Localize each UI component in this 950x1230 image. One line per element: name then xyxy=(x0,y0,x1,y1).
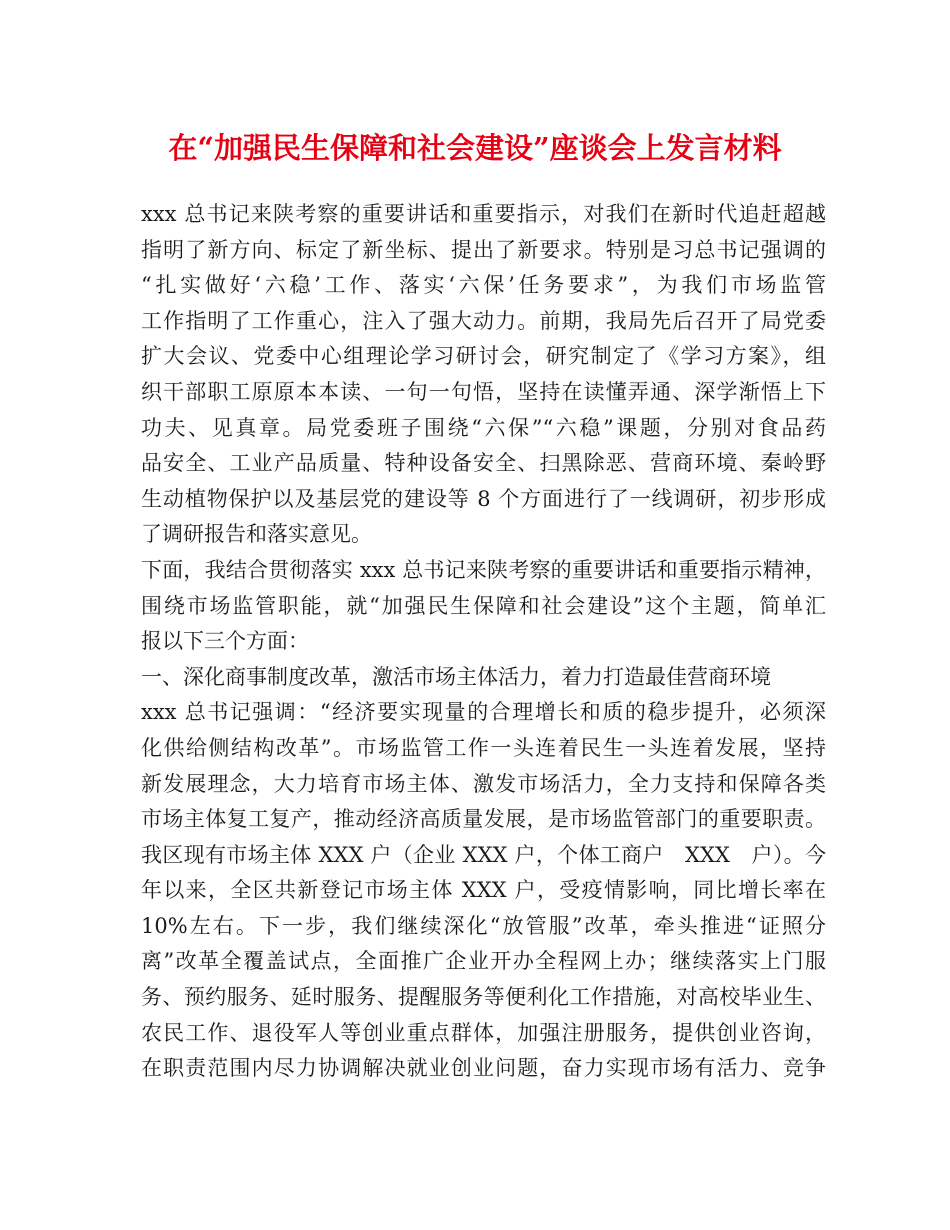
paragraph-line: 农民工作、退役军人等创业重点群体，加强注册服务，提供创业咨询， xyxy=(141,1020,826,1045)
paragraph-line: 报以下三个方面： xyxy=(141,629,309,654)
section-heading: 一、深化商事制度改革，激活市场主体活力，着力打造最佳营商环境 xyxy=(141,664,771,689)
paragraph-line: 我区现有市场主体 XXX 户（企业 XXX 户，个体工商户 XXX 户）。今 xyxy=(141,842,826,867)
paragraph-line: 了调研报告和落实意见。 xyxy=(141,522,372,547)
paragraph-line: 10%左右。下一步，我们继续深化“放管服”改革，牵头推进“证照分 xyxy=(141,913,826,938)
paragraph-line: 功夫、见真章。局党委班子围绕“六保”“六稳”课题，分别对食品药 xyxy=(141,415,826,440)
paragraph-line: 在职责范围内尽力协调解决就业创业问题，奋力实现市场有活力、竞争 xyxy=(141,1056,826,1081)
paragraph-line: 下面，我结合贯彻落实 xxx 总书记来陕考察的重要讲话和重要指示精神， xyxy=(141,557,826,582)
document-body xyxy=(141,197,826,1087)
paragraph-line: 市场主体复工复产，推动经济高质量发展，是市场监管部门的重要职责。 xyxy=(141,807,826,832)
paragraph-line: 新发展理念，大力培育市场主体、激发市场活力，全力支持和保障各类 xyxy=(141,771,826,796)
paragraph-line: 围绕市场监管职能，就“加强民生保障和社会建设”这个主题，简单汇 xyxy=(141,593,826,618)
paragraph-line: 织干部职工原原本本读、一句一句悟，坚持在读懂弄通、深学渐悟上下 xyxy=(141,379,826,404)
paragraph-line: 生动植物保护以及基层党的建设等 8 个方面进行了一线调研，初步形成 xyxy=(141,486,826,511)
paragraph-line: 扩大会议、党委中心组理论学习研讨会，研究制定了《学习方案》，组 xyxy=(141,344,826,369)
paragraph-line: 离”改革全覆盖试点，全面推广企业开办全程网上办；继续落实上门服 xyxy=(141,949,826,974)
paragraph-line: 指明了新方向、标定了新坐标、提出了新要求。特别是习总书记强调的 xyxy=(141,237,826,262)
paragraph-line: 工作指明了工作重心，注入了强大动力。前期，我局先后召开了局党委 xyxy=(141,308,826,333)
document-title: 在“加强民生保障和社会建设”座谈会上发言材料 xyxy=(168,131,782,165)
paragraph-line: 年以来，全区共新登记市场主体 XXX 户，受疫情影响，同比增长率在 xyxy=(141,878,826,903)
paragraph-line: 务、预约服务、延时服务、提醒服务等便利化工作措施，对高校毕业生、 xyxy=(141,985,826,1010)
paragraph-line: “扎实做好‘六稳’工作、落实‘六保’任务要求”，为我们市场监管 xyxy=(141,273,826,298)
paragraph-line: xxx 总书记来陕考察的重要讲话和重要指示，对我们在新时代追赶超越 xyxy=(141,202,826,226)
paragraph-line: 化供给侧结构改革”。市场监管工作一头连着民生一头连着发展，坚持 xyxy=(141,735,826,760)
paragraph-line: 品安全、工业产品质量、特种设备安全、扫黑除恶、营商环境、秦岭野 xyxy=(141,451,826,476)
paragraph-line: xxx 总书记强调：“经济要实现量的合理增长和质的稳步提升，必须深 xyxy=(141,700,826,725)
